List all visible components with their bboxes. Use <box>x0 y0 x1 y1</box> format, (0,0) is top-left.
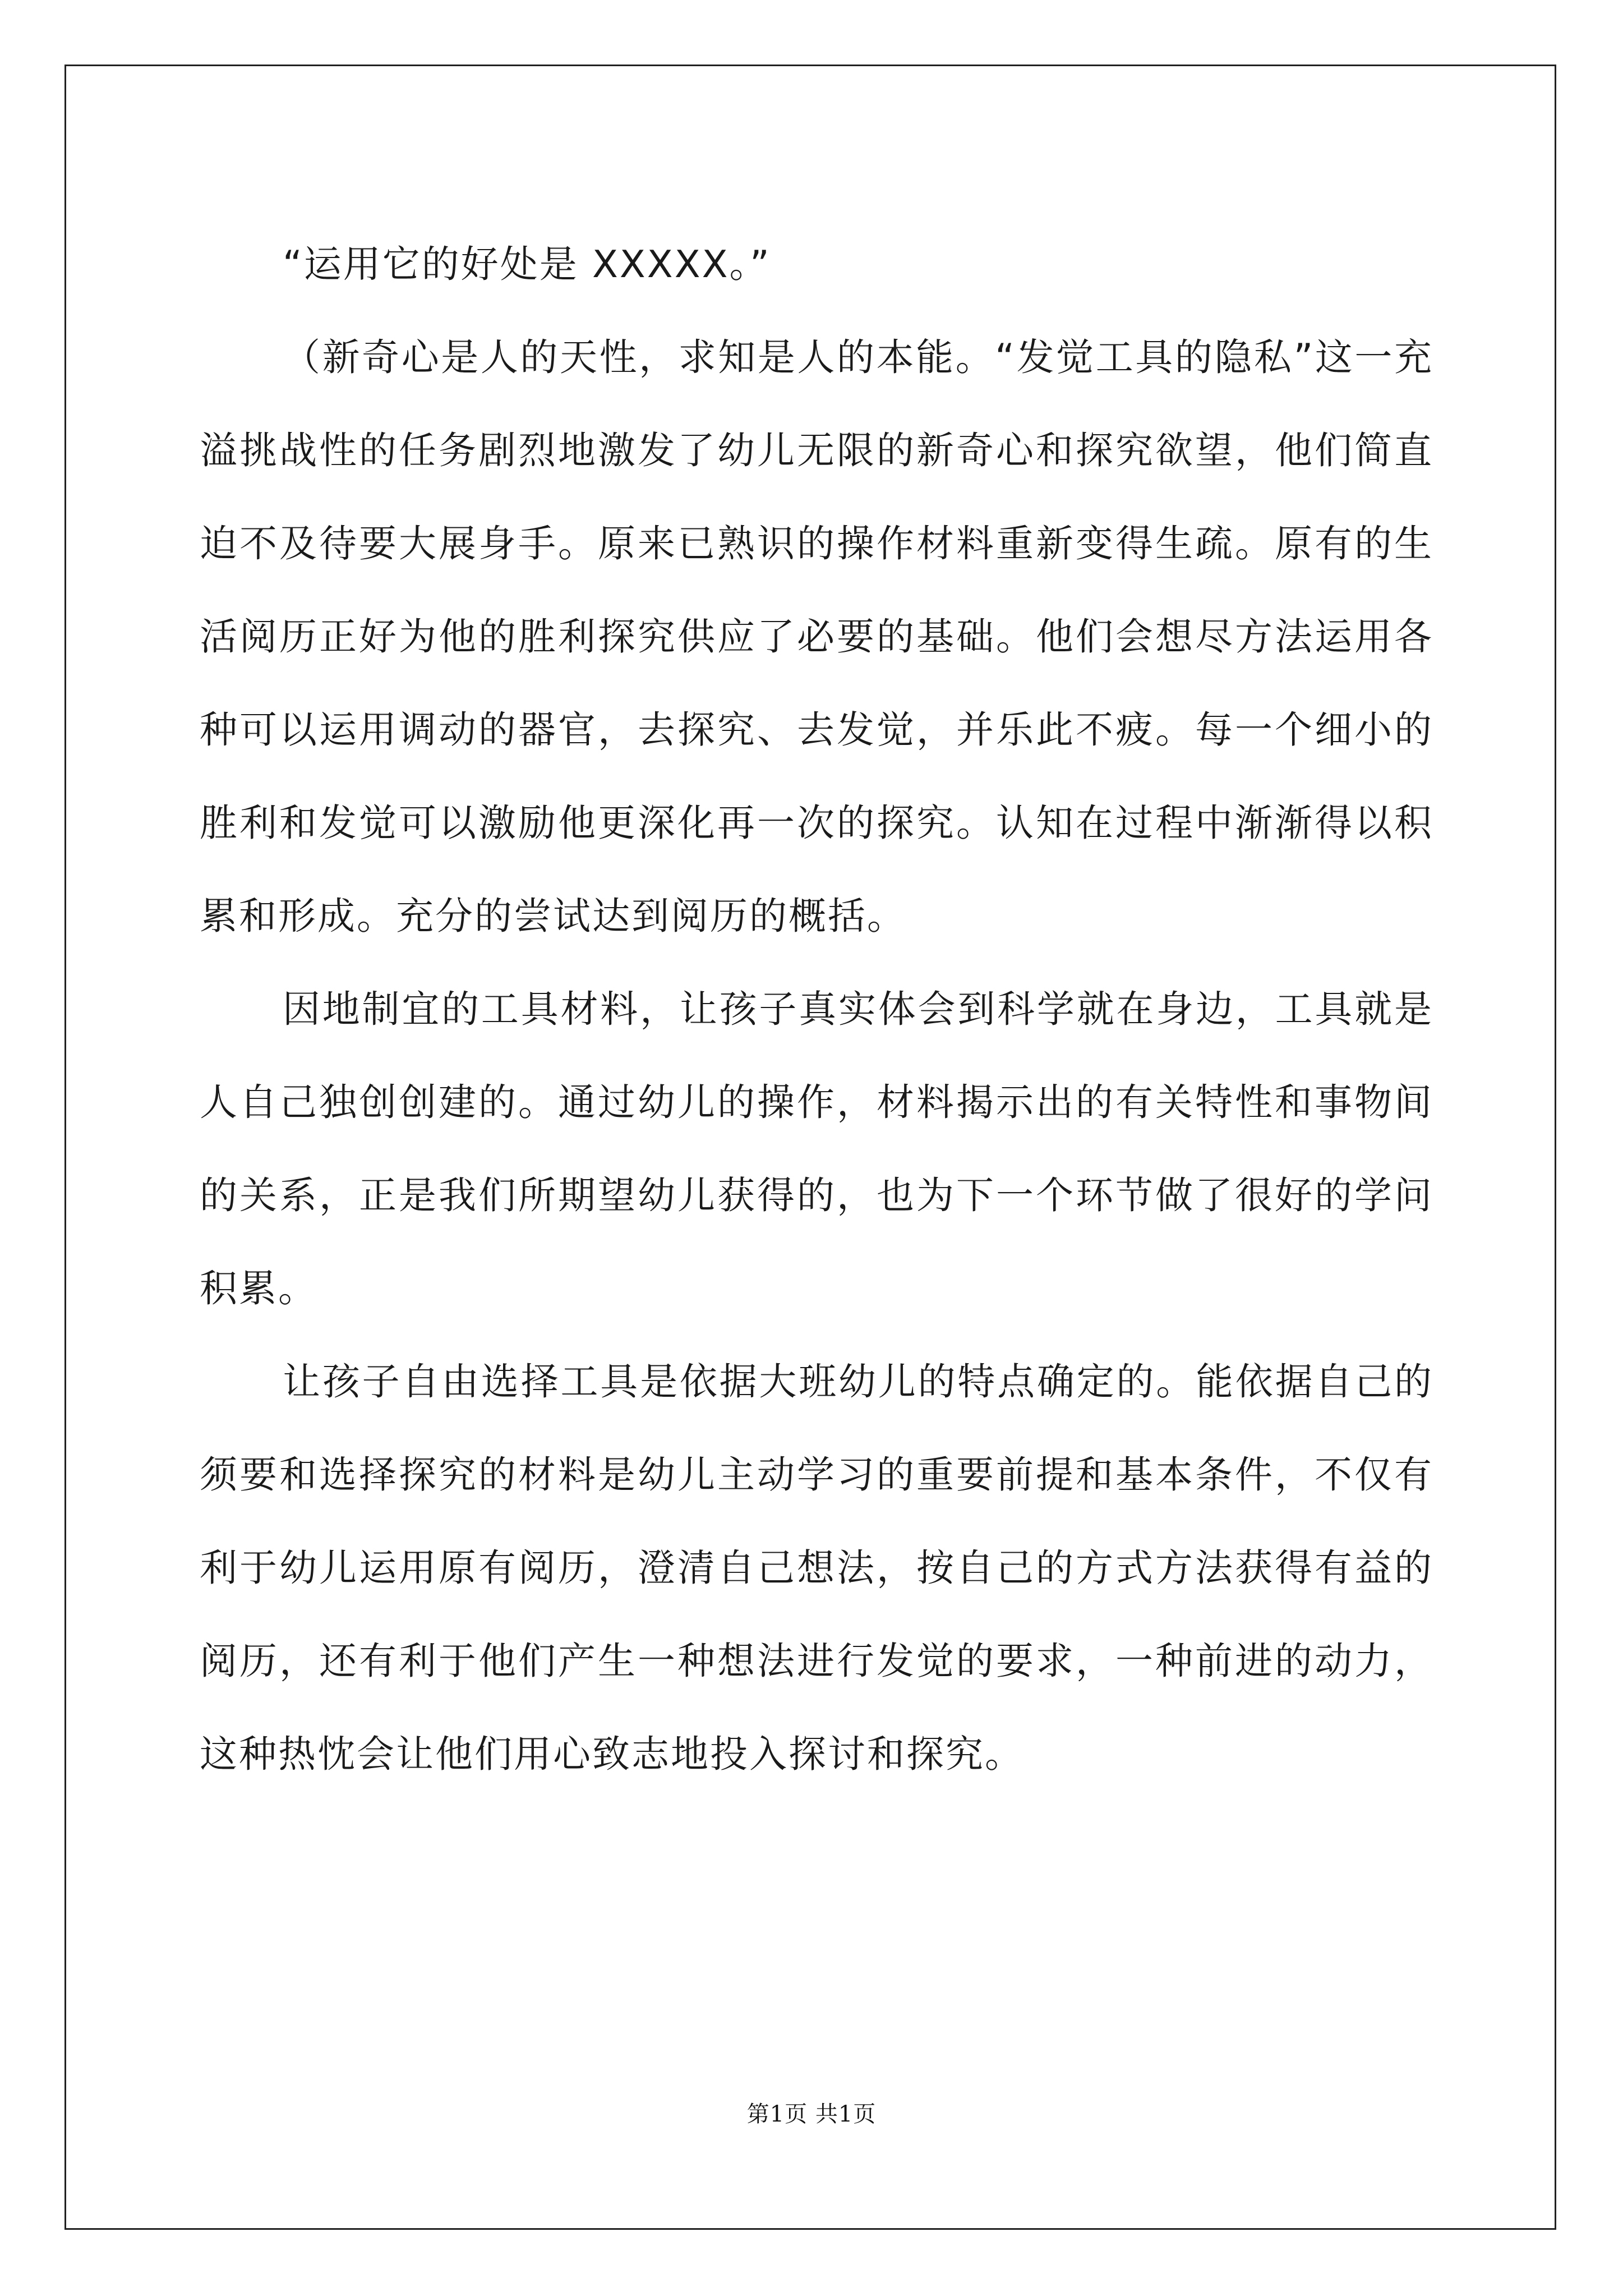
paragraph-3: 因地制宜的工具材料，让孩子真实体会到科学就在身边，工具就是人自己独创创建的。通过幼儿的操作，材料揭示出的有关特性和事物间的关系，正是我们所期望幼儿获得的，也为下一个环节做了很好的学问积累。 <box>200 987 1433 1310</box>
paragraph-4: 让孩子自由选择工具是依据大班幼儿的特点确定的。能依据自己的须要和选择探究的材料是幼儿主动学习的重要前提和基本条件，不仅有利于幼儿运用原有阅历，澄清自己想法，按自己的方式方法获得有益的阅历，还有利于他们产生一种想法进行发觉的要求，一种前进的动力，这种热忱会让他们用心致志地投入探讨和探究。 <box>200 1360 1433 1776</box>
paragraph-2: （新奇心是人的天性，求知是人的本能。“发觉工具的隐私”这一充溢挑战性的任务剧烈地激发了幼儿无限的新奇心和探究欲望，他们简直迫不及待要大展身手。原来已熟识的操作材料重新变得生疏。原有的生活阅历正好为他的胜利探究供应了必要的基础。他们会想尽方法运用各种可以运用调动的器官，去探究、去发觉，并乐此不疲。每一个细小的胜利和发觉可以激励他更深化再一次的探究。认知在过程中渐渐得以积累和形成。充分的尝试达到阅历的概括。 <box>200 335 1433 938</box>
paragraph-1: “运用它的好处是 XXXXX。” <box>283 242 771 286</box>
document-body <box>200 218 1433 1801</box>
page-footer: 第1页 共1页 <box>746 2101 877 2127</box>
